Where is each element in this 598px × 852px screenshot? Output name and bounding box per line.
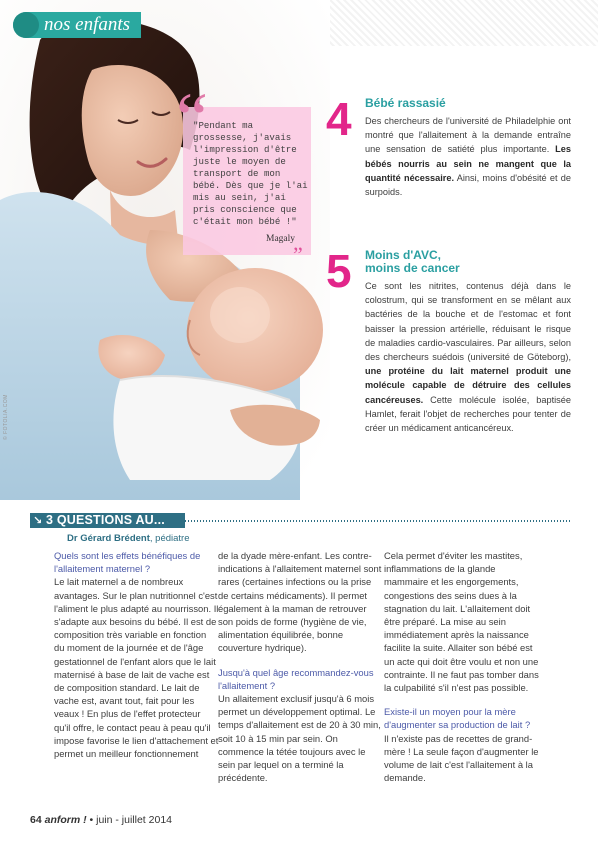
item-title-4: Bébé rassasié [365,96,446,110]
arrow-icon: ↘ [33,515,43,527]
answer-3: Il n'existe pas de recettes de grand-mère ! La seule façon d'augmenter le volume de lait c'est l'allaitement à la demande. [384,732,539,784]
page-number: 64 [30,814,42,826]
quote-open-mark: “ [176,78,208,158]
quote-close-mark: ” [293,242,303,267]
page-footer [30,814,172,826]
item-body-5: Ce sont les nitrites, contenus déjà dans le colostrum, qui se transforment en se mêlant aux bactéries de la bouche et de l'estomac et font baisser la pression artérielle, réduisant le risque de maladies cardio-vasculaires. Par ailleurs, selon des chercheurs suédois (université de Göteborg), une protéine du lait maternel produit une molécule capable de détruire des cellules cancéreuses. Cette molécule isolée, baptisée Hamlet, ferait l'objet de recherches pour tenter de créer un médicament anticancéreux. [365,281,571,434]
item-number-5: 5 [326,245,352,297]
issue-date: • juin - juillet 2014 [89,814,173,826]
question-2: Jusqu'à quel âge recommandez-vous l'allaitement ? [218,666,374,691]
quote-author: Magaly [266,234,296,244]
answer-2: Un allaitement exclusif jusqu'à 6 mois permet un développement optimal. Le temps d'allaitement est de 20 à 30 min, soit 10 à 15 min par sein. On commence la tétée toujours avec le sein par lequel on a terminé la précédente. [218,693,381,784]
photo-credit: © FOTOLIA.COM [3,394,9,440]
item-title-5: Moins d'AVC, moins de cancer [365,248,460,275]
quote-text: "Pendant ma grossesse, j'avais l'impression d'être juste le moyen de transport de mon bébé. Dès que je l'ai mis au sein, j'ai pris conscience que c'était mon bébé !" [193,120,308,227]
question-3: Existe-il un moyen pour la mère d'augmenter sa production de lait ? [384,706,531,731]
answer-1: Le lait maternel a de nombreux avantages. Sur le plan nutritionnel c'est l'aliment le plus adapté au nourrisson. Il s'adapte aux besoins du bébé. Il est de composition très variable en fonction du moment de la journée et de l'âge gestationnel de l'enfant alors que le lait maternisé à base de lait de vache est de composition standard. Le lait de vache est, avant tout, fait pour les veaux ! En plus de l'effet protecteur qu'il offre, le contact peau à peau qu'il impose favorise le lien d'attachement et permet un meilleur fonctionnement [54,576,219,760]
column-1 [54,549,219,760]
item-number-4: 4 [326,93,352,145]
column-2 [218,549,383,784]
rubric-label: nos enfants [44,14,131,35]
dotted-rule [185,520,570,522]
interviewee: Dr Gérard Brédent, pédiatre [67,533,190,544]
item-body-4: Des chercheurs de l'université de Philadelphie ont montré que l'allaitement à la demande entraîne une sensation de satiété plus importante. Les bébés nourris au sein ne mangent que la quantité nécessaire. Ainsi, moins d'obésité et de surpoids. [365,116,571,198]
magazine-name: anform ! [44,814,87,826]
column-3 [384,549,542,784]
question-1: Quels sont les effets bénéfiques de l'allaitement maternel ? [54,550,201,575]
answer-1-continued: de la dyade mère-enfant. Les contre-indications à l'allaitement maternel sont rares (certaines infections ou la prise de certains médicaments). Il permet également à la maman de retrouver son poids de forme (hygiène de vie, alimentation équilibrée, bonne couverture hydrique). [218,550,382,654]
rubric-dot-icon [13,12,39,38]
answer-2-continued: Cela permet d'éviter les mastites, inflammations de la glande mammaire et les engorgements, congestions des seins dues à la stagnation du lait. L'allaitement doit être préparé. La mise au sein immédiatement après la naissance facilite la suite. Allaiter son bébé est un acte qui doit être voulu et non une contrainte. Il ne faut pas tomber dans la culpabilité s'il n'est pas possible. [384,550,539,694]
questions-banner-title: 3 QUESTIONS AU... [46,513,165,527]
